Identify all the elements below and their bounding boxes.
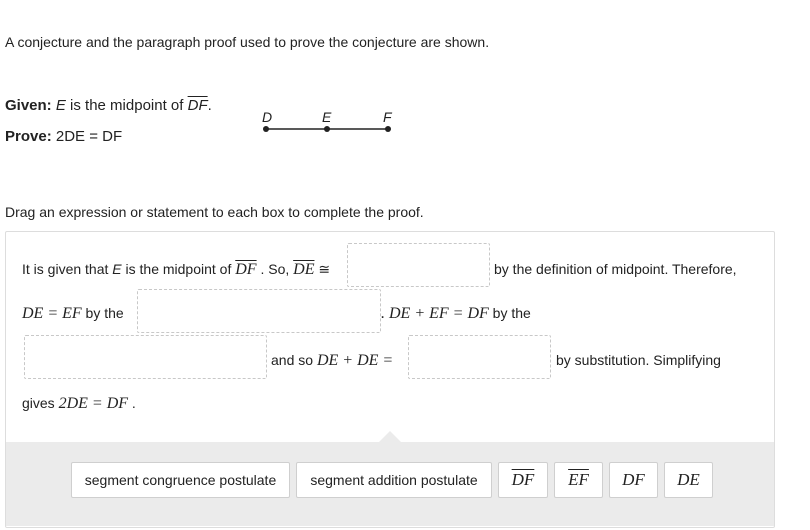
tile-segment-addition-postulate[interactable]	[296, 462, 492, 498]
proof-text: It is given that	[22, 261, 113, 277]
proof-equation: . DE + EF = DF	[381, 305, 489, 322]
point-d	[263, 126, 269, 132]
proof-text: gives	[22, 395, 59, 411]
proof-var-e: E	[112, 261, 122, 277]
tile-label: segment congruence postulate	[84, 472, 277, 488]
prove-text: 2DE = DF	[55, 128, 123, 145]
proof-equation: DE = EF	[22, 305, 82, 322]
given-statement	[5, 97, 212, 114]
tile-label: $\overline{DF}$	[511, 470, 535, 489]
drag-instruction: Drag an expression or statement to each box to complete the proof.	[5, 204, 424, 220]
label-f: F	[383, 109, 392, 125]
intro-text: A conjecture and the paragraph proof used to prove the conjecture are shown.	[5, 34, 490, 50]
proof-segment-df: $\overline{DF}$	[235, 261, 257, 278]
proof-text: and so	[271, 352, 317, 368]
proof-text: by the	[488, 305, 531, 321]
given-var: E	[55, 97, 66, 114]
proof-line-3-end: by substitution. Simplifying	[556, 352, 721, 368]
point-e	[324, 126, 330, 132]
proof-line-2	[22, 305, 124, 323]
drop-box-3[interactable]	[24, 335, 267, 379]
label-e: E	[322, 109, 332, 125]
drop-box-1[interactable]	[347, 243, 490, 287]
drop-box-2[interactable]	[137, 289, 381, 333]
label-d: D	[262, 109, 273, 125]
prove-label: Prove:	[5, 128, 52, 145]
tile-label: segment addition postulate	[310, 472, 478, 488]
given-end: .	[207, 97, 212, 114]
proof-line-3	[271, 352, 393, 370]
proof-line-1-end: by the definition of midpoint. Therefore,	[494, 261, 737, 277]
proof-text: by the	[81, 305, 124, 321]
proof-text: .	[128, 395, 136, 411]
tray-pointer	[378, 431, 402, 443]
tile-label: DE	[677, 470, 700, 489]
drop-box-4[interactable]	[408, 335, 551, 379]
proof-text: is the midpoint of	[121, 261, 236, 277]
tile-label: DF	[622, 470, 645, 489]
tile-segment-ef[interactable]	[554, 462, 603, 498]
tile-de[interactable]	[664, 462, 713, 498]
tile-segment-congruence-postulate[interactable]	[71, 462, 290, 498]
given-label: Given:	[5, 97, 52, 114]
proof-line-4	[22, 395, 136, 413]
given-text: is the midpoint of	[65, 97, 188, 114]
proof-text: . So,	[256, 261, 294, 277]
tile-segment-df[interactable]	[498, 462, 548, 498]
tile-label: $\overline{EF}$	[568, 470, 589, 489]
tile-df[interactable]	[609, 462, 658, 498]
given-segment: $\overline{DF}$	[187, 97, 208, 114]
congruent-symbol: ≅	[314, 261, 331, 277]
prove-statement	[5, 128, 122, 145]
proof-line-2-end	[381, 305, 531, 323]
point-f	[385, 126, 391, 132]
proof-equation: 2DE = DF	[58, 395, 129, 412]
proof-equation: DE + DE =	[316, 352, 394, 369]
proof-line-1	[22, 261, 330, 279]
proof-segment-de: $\overline{DE}$	[293, 261, 315, 278]
